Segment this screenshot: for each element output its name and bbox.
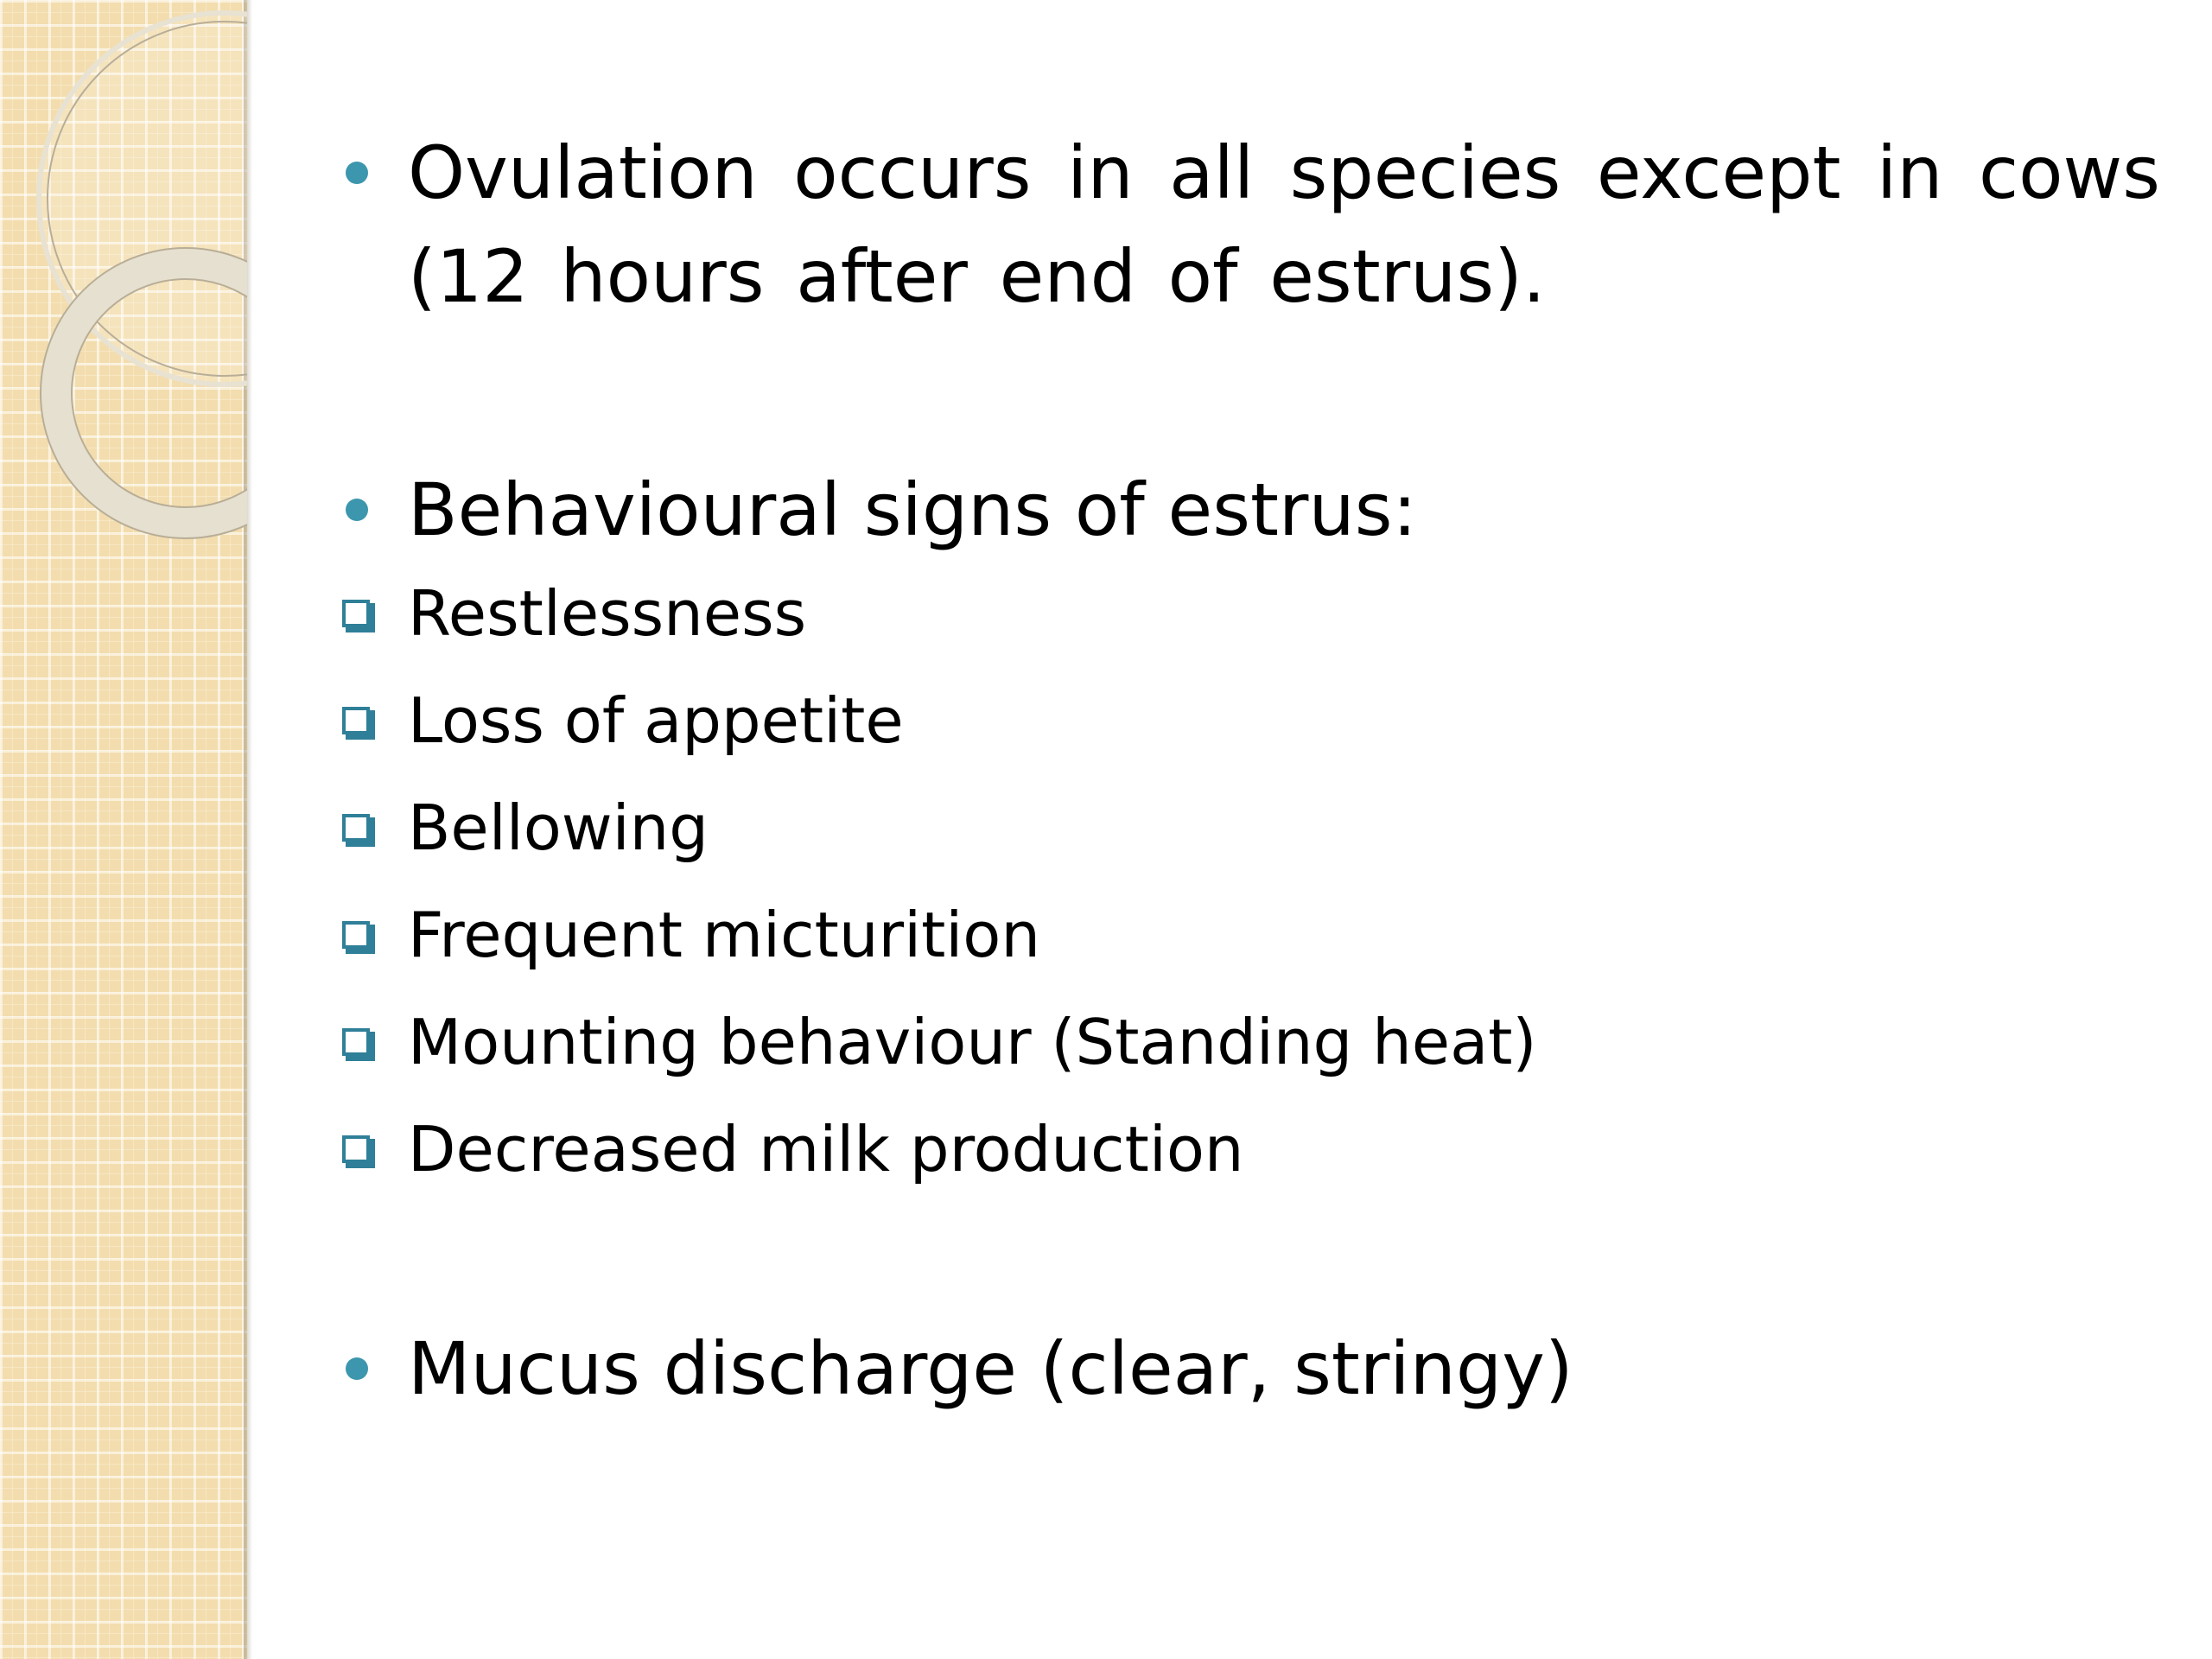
- bullet-mucus-discharge: [337, 1317, 2160, 1421]
- list-item-text: Restlessness: [408, 577, 807, 650]
- bullet-behavioural-signs: [337, 458, 2160, 562]
- list-item: [337, 669, 2160, 776]
- checkbox-bullet-icon: [342, 707, 370, 734]
- list-item: [337, 776, 2160, 883]
- bullet-dot-icon: [346, 1357, 368, 1380]
- list-item-text: Frequent micturition: [408, 899, 1040, 971]
- checkbox-bullet-icon: [342, 600, 370, 627]
- bullet-text: Mucus discharge (clear, stringy): [408, 1326, 1573, 1411]
- checkbox-bullet-icon: [342, 1028, 370, 1056]
- list-item: [337, 883, 2160, 990]
- list-item: [337, 990, 2160, 1097]
- signs-list: [337, 562, 2160, 1205]
- list-item: [337, 1097, 2160, 1205]
- checkbox-bullet-icon: [342, 921, 370, 949]
- list-item-text: Mounting behaviour (Standing heat): [408, 1006, 1537, 1078]
- slide-content: [337, 121, 2160, 1421]
- bullet-text: Ovulation occurs in all species except in cows (12 hours after end of estrus).: [408, 130, 2160, 319]
- decorative-rings: [0, 0, 247, 605]
- bullet-ovulation: [337, 121, 2160, 328]
- list-item-text: Bellowing: [408, 791, 709, 864]
- checkbox-bullet-icon: [342, 814, 370, 842]
- list-item-text: Loss of appetite: [408, 684, 904, 757]
- checkbox-bullet-icon: [342, 1135, 370, 1163]
- bullet-dot-icon: [346, 162, 368, 184]
- bullet-dot-icon: [346, 499, 368, 521]
- list-item: [337, 562, 2160, 669]
- bullet-text: Behavioural signs of estrus:: [408, 467, 1417, 552]
- list-item-text: Decreased milk production: [408, 1113, 1244, 1185]
